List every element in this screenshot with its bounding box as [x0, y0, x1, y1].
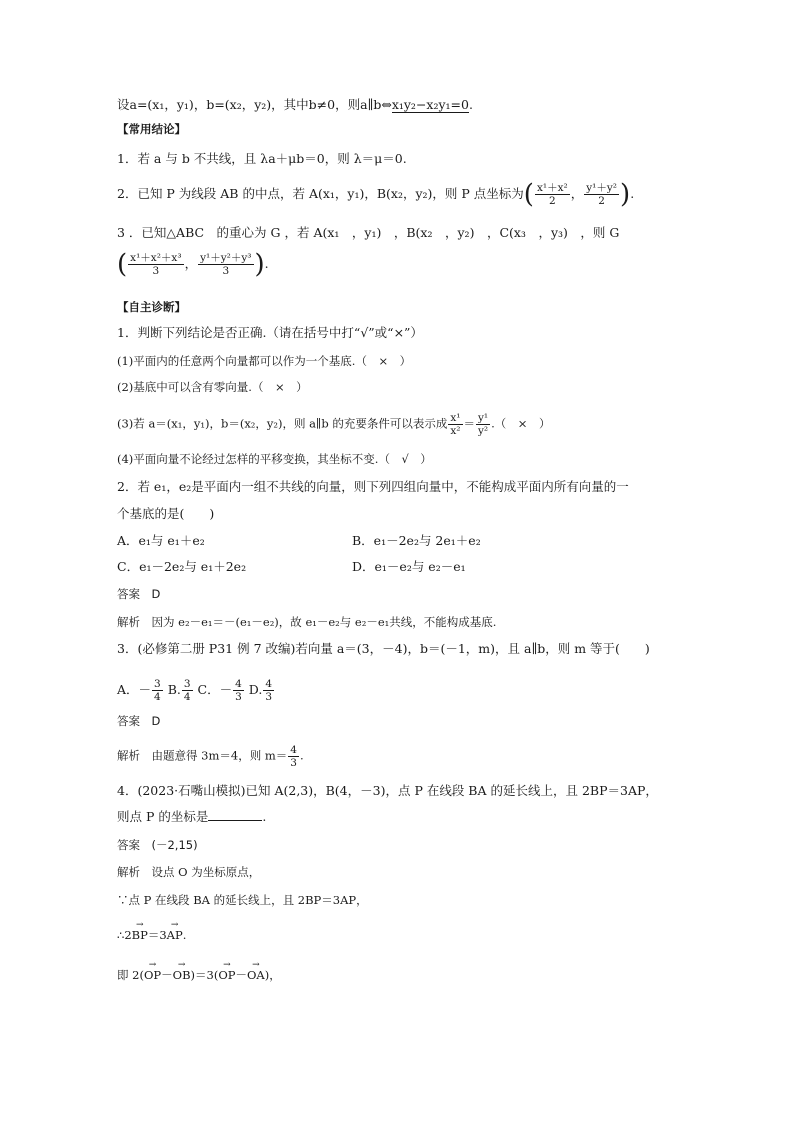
numerator: x¹＋x²	[536, 182, 568, 194]
text: 2．已知 P 为线段 AB 的中点，若 A(x₁，y₁)，B(x₂，y₂)，则 P 点坐标为	[117, 186, 524, 201]
question-1-item-1: (1)平面内的任意两个向量都可以作为一个基底.（ × ）	[117, 354, 412, 368]
question-2-cont: 个基底的是( )	[117, 506, 215, 521]
answer-2: 答案 D	[117, 587, 161, 601]
fraction	[476, 412, 490, 437]
numerator: 4	[290, 744, 297, 756]
numerator: x¹	[450, 412, 461, 424]
condition-underlined: x₁y₂−x₂y₁=0	[391, 97, 469, 112]
vector: → OA	[247, 966, 265, 984]
denominator: 4	[183, 691, 191, 703]
option-b: B．e₁－2e₂与 2e₁＋e₂	[352, 533, 481, 548]
conclusion-1: 1．若 a 与 b 不共线，且 λa＋μb＝0，则 λ＝μ＝0.	[117, 151, 407, 166]
answer-blank	[208, 808, 262, 821]
conclusion-3: 3 ．已知△ABC 的重心为 G ，若 A(x₁ ，y₁) ，B(x₂ ，y₂) ，C(x₃ ，y₃) ，则 G	[117, 225, 620, 240]
text: 解析 由题意得 3m＝4，则 m＝	[117, 748, 288, 763]
analysis-4-line-4	[117, 966, 697, 984]
denominator: x²	[450, 425, 461, 437]
text: －	[235, 968, 247, 982]
option-a: A．e₁与 e₁＋e₂	[117, 533, 205, 548]
question-1-item-3: (3)若 a＝(x₁，y₁)，b＝(x₂，y₂)，则 a∥b 的充要条件可以表示成 $\frac{\text{x¹}}{\text{x²}}$ ＝ $\frac{\text{y¹}}{\text{y²}}$ .（ × ）	[117, 412, 551, 437]
fraction	[233, 678, 244, 703]
analysis-2: 解析 因为 e₂－e₁＝－(e₁－e₂)，故 e₁－e₂与 e₂－e₁共线，不能构成基底.	[117, 615, 497, 629]
analysis-4-line-2: ∵点 P 在线段 BA 的延长线上，且 2BP＝3AP，	[117, 893, 368, 907]
denominator: 4	[154, 691, 161, 703]
vector-parallel-condition	[117, 96, 697, 114]
numerator: 4	[235, 678, 242, 690]
vector: → BP	[132, 926, 148, 944]
fraction	[288, 744, 299, 769]
fraction	[198, 252, 253, 277]
question-2-options-ab	[117, 532, 697, 550]
text: 设a=(x₁，y₁)，b=(x₂，y₂)，其中b≠0，则a∥b⇔	[117, 97, 392, 112]
fraction	[128, 252, 183, 277]
vector: → AP	[167, 926, 183, 944]
fraction	[263, 678, 274, 703]
denominator: 2	[548, 195, 556, 207]
option-c: C．－	[197, 682, 233, 697]
section-heading-common-conclusions: 【常用结论】	[117, 122, 186, 136]
denominator: 3	[152, 265, 160, 277]
conclusion-3-formula: ( $\frac{\text{x¹＋x²＋x³}}{3}$ ， $\frac{\text{y¹＋y²＋y³}}{3}$ ).	[117, 249, 269, 280]
text: 则点 P 的坐标是	[117, 809, 209, 824]
numerator: y¹＋y²	[586, 182, 618, 194]
text: .	[262, 809, 267, 824]
answer-3: 答案 D	[117, 714, 161, 728]
answer-4: 答案 (－2,15)	[117, 838, 198, 852]
fraction	[152, 678, 163, 703]
text: .	[182, 928, 187, 942]
denominator: 2	[598, 195, 605, 207]
question-3: 3．(必修第二册 P31 例 7 改编)若向量 a＝(3，－4)，b＝(－1，m)，且 a∥b，则 m 等于( )	[117, 641, 650, 656]
question-1-item-4: (4)平面向量不论经过怎样的平移变换，其坐标不变.（ √ ）	[117, 452, 432, 466]
numerator: 4	[265, 678, 273, 690]
denominator: 3	[235, 691, 242, 703]
text: .	[468, 97, 473, 112]
paren-left: (	[523, 179, 534, 210]
denominator: y²	[478, 425, 489, 437]
analysis-3	[117, 744, 697, 769]
question-4-cont	[117, 808, 697, 826]
numerator: 3	[154, 678, 161, 690]
analysis-4-line-1: 解析 设点 O 为坐标原点，	[117, 865, 261, 879]
option-b: B.	[167, 682, 181, 697]
question-2: 2．若 e₁，e₂是平面内一组不共线的向量，则下列四组向量中，不能构成平面内所有向量的一	[117, 479, 629, 494]
denominator: 3	[222, 265, 230, 277]
text: 即 2(	[117, 968, 144, 982]
option-a: A．－	[117, 682, 152, 697]
vector: → OP	[218, 966, 235, 984]
question-4: 4．(2023·石嘴山模拟)已知 A(2,3)，B(4，－3)，点 P 在线段 BA 的延长线上，且 2BP＝3AP，	[117, 783, 658, 798]
numerator: y¹＋y²＋y³	[200, 252, 252, 264]
conclusion-2: 2．已知 P 为线段 AB 的中点，若 A(x₁，y₁)，B(x₂，y₂)，则 P 点坐标为( $\frac{\text{x¹＋x²}}{2}$ ， $\frac{\text{y¹＋y²}}{2}$ ).	[117, 179, 635, 210]
denominator: 3	[265, 691, 273, 703]
paren-left: (	[117, 249, 128, 280]
text: ＝3	[147, 928, 167, 942]
fraction	[448, 412, 462, 437]
denominator: 3	[290, 757, 297, 769]
option-d: D．e₁－e₂与 e₂－e₁	[352, 559, 466, 574]
fraction	[182, 678, 193, 703]
text: )，	[264, 968, 281, 982]
text: .	[299, 748, 304, 763]
text: (3)若 a＝(x₁，y₁)，b＝(x₂，y₂)，则 a∥b 的充要条件可以表示成	[117, 416, 448, 431]
paren-right: )	[620, 179, 631, 210]
numerator: y¹	[478, 412, 489, 424]
paren-right: )	[254, 249, 265, 280]
question-1-item-2: (2)基底中可以含有零向量.（ × ）	[117, 380, 308, 394]
numerator: x¹＋x²＋x³	[130, 252, 182, 264]
question-3-options	[117, 678, 697, 703]
vector: → OP	[144, 966, 161, 984]
fraction	[584, 182, 619, 207]
option-c: C．e₁－2e₂与 e₁＋2e₂	[117, 559, 247, 574]
vector: → OB	[173, 966, 191, 984]
text: ∴2	[117, 928, 132, 942]
text: )＝3(	[190, 968, 219, 982]
section-heading-self-diagnosis: 【自主诊断】	[117, 300, 186, 314]
fraction	[535, 182, 570, 207]
option-d: D.	[248, 682, 263, 697]
analysis-4-line-3	[117, 926, 697, 944]
numerator: 3	[183, 678, 191, 690]
question-2-options-cd	[117, 558, 697, 576]
text: .（ × ）	[491, 416, 551, 431]
text: －	[161, 968, 173, 982]
question-1: 1．判断下列结论是否正确.（请在括号中打“√”或“×”）	[117, 325, 423, 340]
